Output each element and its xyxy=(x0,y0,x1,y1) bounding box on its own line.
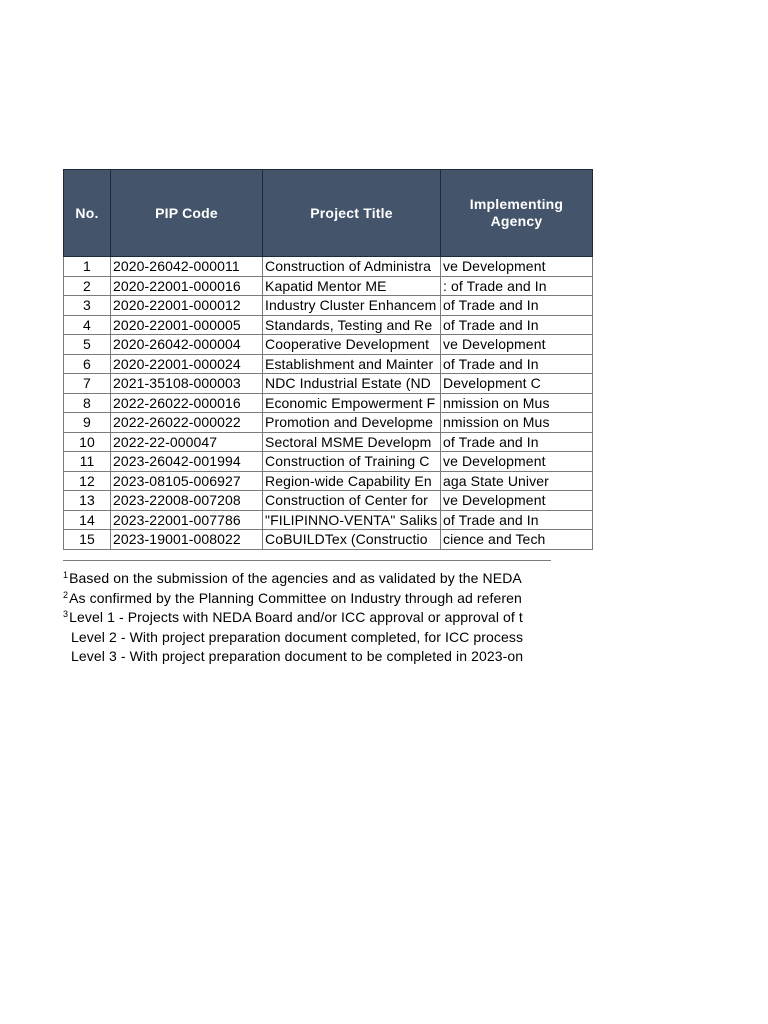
cell-no: 12 xyxy=(64,471,111,491)
footnote-text: Based on the submission of the agencies and as validated by the NEDA xyxy=(69,570,522,586)
table-body xyxy=(64,257,593,550)
cell-implementing-agency: aga State Univer xyxy=(441,471,593,491)
table-row xyxy=(64,335,593,355)
cell-no: 4 xyxy=(64,315,111,335)
footnote-line xyxy=(63,628,551,648)
cell-pip-code: 2020-22001-000016 xyxy=(111,276,263,296)
cell-pip-code: 2020-22001-000005 xyxy=(111,315,263,335)
cell-project-title: Economic Empowerment F xyxy=(263,393,441,413)
header-project-title: Project Title xyxy=(263,170,441,257)
cell-implementing-agency: of Trade and In xyxy=(441,432,593,452)
cell-project-title: Cooperative Development xyxy=(263,335,441,355)
footnote-marker: 2 xyxy=(63,589,69,600)
cell-project-title: Industry Cluster Enhancem xyxy=(263,296,441,316)
cell-no: 10 xyxy=(64,432,111,452)
cell-implementing-agency: of Trade and In xyxy=(441,315,593,335)
footnotes xyxy=(63,560,551,667)
footnote-line xyxy=(63,647,551,667)
cell-implementing-agency: nmission on Mus xyxy=(441,413,593,433)
cell-no: 13 xyxy=(64,491,111,511)
cell-pip-code: 2020-26042-000011 xyxy=(111,257,263,277)
cell-pip-code: 2023-22008-007208 xyxy=(111,491,263,511)
cell-pip-code: 2022-26022-000016 xyxy=(111,393,263,413)
cell-pip-code: 2023-08105-006927 xyxy=(111,471,263,491)
table-row xyxy=(64,315,593,335)
cell-pip-code: 2022-22-000047 xyxy=(111,432,263,452)
cell-implementing-agency: : of Trade and In xyxy=(441,276,593,296)
cell-no: 6 xyxy=(64,354,111,374)
cell-project-title: Construction of Training C xyxy=(263,452,441,472)
cell-pip-code: 2023-22001-007786 xyxy=(111,510,263,530)
cell-implementing-agency: of Trade and In xyxy=(441,510,593,530)
table-header-row xyxy=(64,170,593,257)
cell-pip-code: 2020-22001-000012 xyxy=(111,296,263,316)
cell-implementing-agency: of Trade and In xyxy=(441,296,593,316)
footnote-line xyxy=(63,608,551,628)
cell-no: 14 xyxy=(64,510,111,530)
cell-no: 7 xyxy=(64,374,111,394)
cell-project-title: NDC Industrial Estate (ND xyxy=(263,374,441,394)
cell-implementing-agency: nmission on Mus xyxy=(441,393,593,413)
table-row xyxy=(64,296,593,316)
table-row xyxy=(64,413,593,433)
cell-implementing-agency: ve Development xyxy=(441,335,593,355)
cell-no: 11 xyxy=(64,452,111,472)
table-row xyxy=(64,354,593,374)
cell-no: 3 xyxy=(64,296,111,316)
header-no: No. xyxy=(64,170,111,257)
cell-pip-code: 2023-26042-001994 xyxy=(111,452,263,472)
table-row xyxy=(64,374,593,394)
cell-implementing-agency: ve Development xyxy=(441,491,593,511)
cell-pip-code: 2020-22001-000024 xyxy=(111,354,263,374)
cell-project-title: Region-wide Capability En xyxy=(263,471,441,491)
cell-project-title: Construction of Center for xyxy=(263,491,441,511)
cell-pip-code: 2021-35108-000003 xyxy=(111,374,263,394)
cell-implementing-agency: ve Development xyxy=(441,257,593,277)
cell-pip-code: 2020-26042-000004 xyxy=(111,335,263,355)
cell-no: 15 xyxy=(64,530,111,550)
cell-implementing-agency: of Trade and In xyxy=(441,354,593,374)
cell-project-title: Kapatid Mentor ME xyxy=(263,276,441,296)
footnote-line xyxy=(63,569,551,589)
footnote-line xyxy=(63,589,551,609)
table-row xyxy=(64,510,593,530)
pip-table xyxy=(63,169,593,550)
cell-no: 5 xyxy=(64,335,111,355)
footnote-marker: 1 xyxy=(63,570,69,580)
cell-pip-code: 2022-26022-000022 xyxy=(111,413,263,433)
cell-project-title: Sectoral MSME Developm xyxy=(263,432,441,452)
footnote-text: Level 2 - With project preparation document completed, for ICC process xyxy=(71,628,524,645)
cell-project-title: Standards, Testing and Re xyxy=(263,315,441,335)
cell-no: 1 xyxy=(64,257,111,277)
table-row xyxy=(64,432,593,452)
pip-table-container xyxy=(63,169,564,550)
cell-project-title: Construction of Administra xyxy=(263,257,441,277)
cell-no: 9 xyxy=(64,413,111,433)
table-row xyxy=(64,452,593,472)
table-row xyxy=(64,491,593,511)
table-row xyxy=(64,257,593,277)
footnote-marker: 3 xyxy=(63,609,69,619)
cell-project-title: "FILIPINNO-VENTA" Saliks xyxy=(263,510,441,530)
cell-implementing-agency: cience and Tech xyxy=(441,530,593,550)
header-pip-code: PIP Code xyxy=(111,170,263,257)
table-row xyxy=(64,530,593,550)
table-row xyxy=(64,393,593,413)
cell-no: 2 xyxy=(64,276,111,296)
footnote-text: Level 1 - Projects with NEDA Board and/or ICC approval or approval of t xyxy=(69,609,523,625)
cell-implementing-agency: Development C xyxy=(441,374,593,394)
header-implementing-agency: Implementing Agency xyxy=(441,170,593,257)
cell-project-title: CoBUILDTex (Constructio xyxy=(263,530,441,550)
table-row xyxy=(64,471,593,491)
footnote-text: As confirmed by the Planning Committee on Industry through ad referen xyxy=(69,589,522,606)
cell-project-title: Promotion and Developme xyxy=(263,413,441,433)
cell-pip-code: 2023-19001-008022 xyxy=(111,530,263,550)
table-row xyxy=(64,276,593,296)
cell-project-title: Establishment and Mainter xyxy=(263,354,441,374)
cell-no: 8 xyxy=(64,393,111,413)
cell-implementing-agency: ve Development xyxy=(441,452,593,472)
footnote-text: Level 3 - With project preparation document to be completed in 2023-on xyxy=(71,648,524,664)
